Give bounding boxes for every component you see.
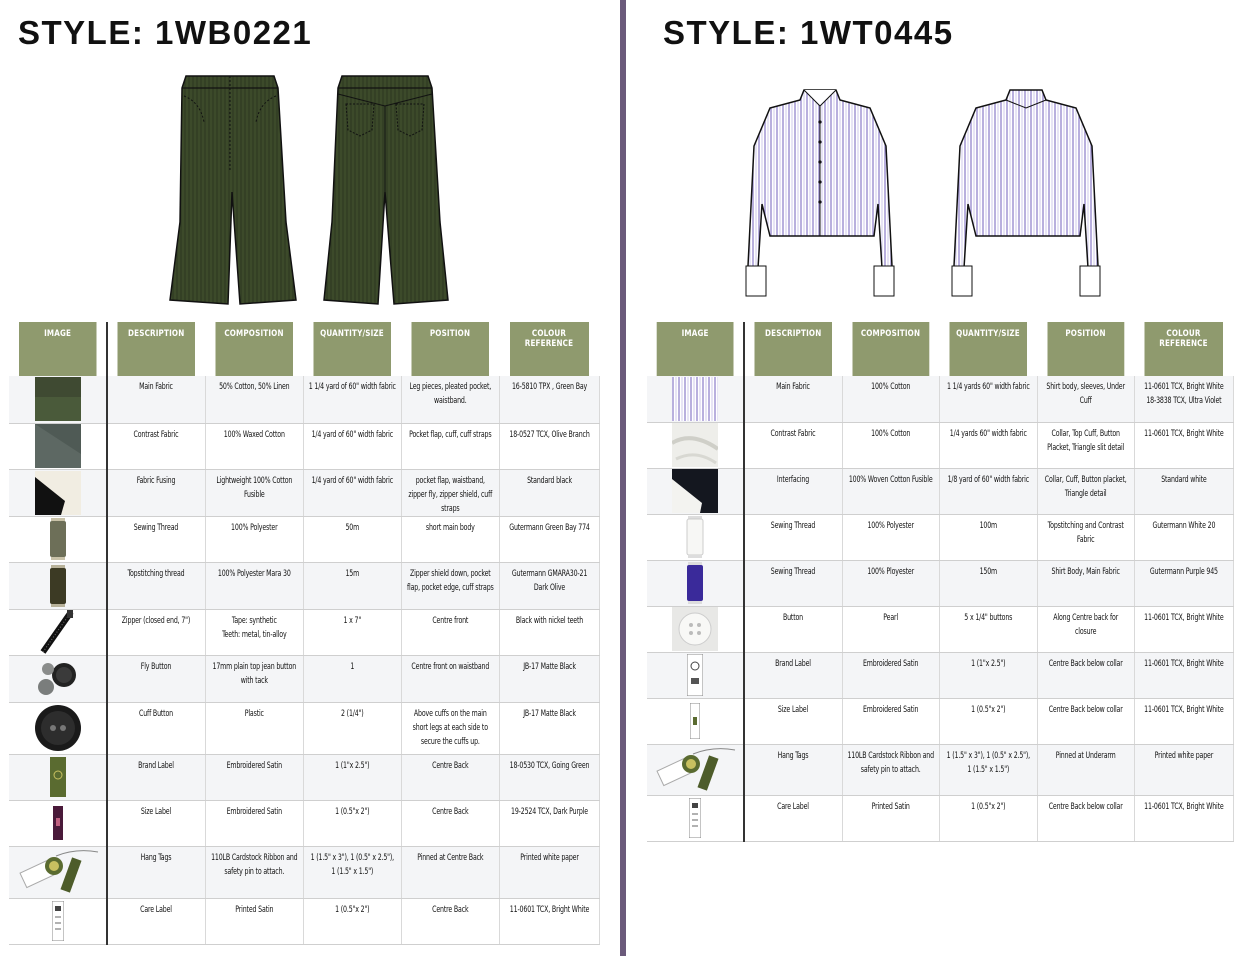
- cell-colour: Standard white: [1160, 474, 1207, 485]
- cell-position: short main body: [425, 522, 475, 533]
- header-quantity-size: QUANTITY/SIZE: [949, 322, 1027, 376]
- cell-colour: 18-0530 TCX, Going Green: [509, 760, 589, 771]
- header-position: POSITION: [411, 322, 489, 376]
- cell-position: Pocket flap, cuff, cuff straps: [408, 429, 492, 440]
- cell-description: Cuff Button: [139, 708, 174, 719]
- table-row: [9, 469, 599, 516]
- table-row: [647, 376, 1233, 422]
- cell-description: Size Label: [778, 704, 809, 715]
- cell-colour: Printed white paper: [1154, 750, 1213, 761]
- table-row: [647, 560, 1233, 606]
- table-row: [9, 376, 599, 423]
- cell-position: Centre Back: [431, 760, 469, 771]
- cell-composition: 110LB Cardstock Ribbon and safety pin to attach.: [847, 750, 934, 775]
- cell-position: Above cuffs on the main short legs at each side to secure the cuffs up.: [412, 708, 488, 747]
- cell-composition: 50% Cotton, 50% Linen: [218, 382, 290, 392]
- cell-quantity: 1 (1.5" x 3"), 1 (0.5" x 2.5"), 1 (1.5" x 1.5"): [946, 750, 1030, 775]
- pearl-button-image: [672, 607, 718, 651]
- cell-quantity: 1 (1.5" x 3"), 1 (0.5" x 2.5"), 1 (1.5" x 1.5"): [310, 852, 394, 877]
- cell-quantity: 1 1/4 yards 60" width fabric: [946, 382, 1030, 392]
- cell-position: Centre Back: [431, 806, 469, 817]
- header-colour-reference: COLOUR REFERENCE: [1144, 322, 1223, 376]
- table-row: [9, 702, 599, 754]
- style-panel-1wt0445: [626, 0, 1246, 956]
- cell-position: Pinned at Centre Back: [416, 852, 484, 863]
- cell-quantity: 1 (1"x 2.5"): [334, 760, 370, 771]
- table-row: [647, 744, 1233, 795]
- cell-description: Contrast Fabric: [770, 428, 816, 439]
- cell-description: Hang Tags: [777, 750, 809, 761]
- cell-quantity: 1: [350, 661, 354, 672]
- table-row: [9, 800, 599, 846]
- cell-description: Main Fabric: [776, 382, 811, 392]
- style-panel-1wb0221: [0, 0, 620, 956]
- pants-back-sketch: [318, 72, 452, 308]
- black-fusing-swatch: [35, 471, 81, 515]
- cell-colour: 11-0601 TCX, Bright White: [1143, 658, 1224, 669]
- cell-position: Collar, Top Cuff, Button Placket, Triangle slit detail: [1046, 428, 1125, 453]
- cell-position: pocket flap, waistband, zipper fly, zipper shield, cuff straps: [408, 475, 492, 514]
- table-row: [9, 898, 599, 944]
- interfacing-swatch: [672, 469, 718, 513]
- table-row: [647, 422, 1233, 468]
- cell-colour: Standard black: [526, 475, 572, 486]
- cell-position: Centre front on waistband: [411, 661, 489, 672]
- white-brand-label: [687, 654, 703, 696]
- cell-composition: 100% Cotton: [870, 382, 911, 392]
- table-row: [647, 468, 1233, 514]
- cell-quantity: 1 (0.5"x 2"): [970, 801, 1006, 812]
- cell-quantity: 1 1/4 yard of 60" width fabric: [308, 382, 396, 392]
- cell-quantity: 100m: [979, 520, 997, 531]
- cell-colour: Black with nickel teeth: [515, 615, 583, 626]
- cell-quantity: 1/4 yards 60" width fabric: [949, 428, 1027, 439]
- cell-colour: Printed white paper: [519, 852, 579, 863]
- cell-composition: 100% Polyester Mara 30: [217, 568, 291, 579]
- cell-colour: 19-2524 TCX, Dark Purple: [510, 806, 588, 817]
- header-composition: COMPOSITION: [215, 322, 293, 376]
- cell-colour: JB-17 Matte Black: [522, 708, 576, 719]
- cell-colour: 11-0601 TCX, Bright White: [509, 904, 589, 915]
- cell-position: Along Centre back for closure: [1053, 612, 1118, 637]
- cell-colour: Gutermann GMARA30-21 Dark Olive: [511, 568, 587, 593]
- cell-position: Shirt Body, Main Fabric: [1051, 566, 1120, 577]
- cell-position: Pinned at Underarm: [1055, 750, 1116, 761]
- white-silk-swatch: [672, 423, 718, 467]
- white-size-label: [690, 703, 700, 739]
- cell-composition: 17mm plain top jean button with tack: [212, 661, 296, 686]
- cell-colour: JB-17 Matte Black: [522, 661, 576, 672]
- hang-tag-image: [16, 848, 100, 896]
- cell-position: Centre front: [432, 615, 468, 626]
- table-row: [647, 795, 1233, 841]
- cell-composition: 100% Polyester: [230, 522, 278, 533]
- cell-colour: 11-0601 TCX, Bright White: [1143, 428, 1224, 439]
- cell-description: Contrast Fabric: [133, 429, 179, 440]
- header-image: IMAGE: [19, 322, 97, 376]
- purple-stripe-swatch: [672, 377, 718, 421]
- header-composition: COMPOSITION: [852, 322, 930, 376]
- cell-quantity: 1 x 7": [343, 615, 361, 626]
- cell-colour: 11-0601 TCX, Bright White: [1143, 704, 1224, 715]
- cell-position: Topstitching and Contrast Fabric: [1047, 520, 1124, 545]
- cell-description: Size Label: [141, 806, 172, 817]
- cell-position: Centre Back: [431, 904, 469, 915]
- cell-colour: 11-0601 TCX, Bright White 18-3838 TCX, Ultra Violet: [1143, 382, 1224, 406]
- bom-table: [9, 322, 600, 945]
- cell-position: Centre Back below collar: [1048, 801, 1123, 812]
- cell-quantity: 2 (1/4"): [340, 708, 364, 719]
- style-title: STYLE: 1WB0221: [18, 14, 313, 51]
- cell-description: Brand Label: [775, 658, 812, 669]
- cell-position: Leg pieces, pleated pocket, waistband.: [409, 382, 491, 406]
- jean-button-image: [34, 657, 82, 701]
- table-row: [9, 423, 599, 469]
- cell-description: Brand Label: [138, 760, 175, 771]
- cell-quantity: 1/4 yard of 60" width fabric: [311, 475, 393, 486]
- header-quantity-size: QUANTITY/SIZE: [313, 322, 391, 376]
- zipper-image: [35, 610, 81, 654]
- care-label-image: [689, 798, 701, 838]
- cell-description: Fabric Fusing: [136, 475, 176, 486]
- grey-green-fabric-swatch: [35, 424, 81, 468]
- cell-description: Topstitching thread: [127, 568, 185, 579]
- cell-composition: 100% Cotton: [870, 428, 911, 439]
- cell-colour: 11-0601 TCX, Bright White: [1143, 801, 1224, 812]
- header-description: DESCRIPTION: [117, 322, 195, 376]
- cell-quantity: 50m: [345, 522, 359, 533]
- cell-quantity: 1/8 yard of 60" width fabric: [947, 474, 1029, 485]
- cell-quantity: 1 (0.5"x 2"): [334, 904, 370, 915]
- shirt-front-sketch: [740, 86, 900, 302]
- cell-quantity: 1 (0.5"x 2"): [970, 704, 1006, 715]
- table-row: [9, 655, 599, 702]
- cell-description: Hang Tags: [140, 852, 172, 863]
- table-row: [647, 698, 1233, 744]
- cell-composition: Embroidered Satin: [226, 806, 282, 817]
- cell-quantity: 1/4 yard of 60" width fabric: [311, 429, 393, 440]
- shirt-back-sketch: [946, 86, 1106, 302]
- cell-quantity: 5 x 1/4" buttons: [964, 612, 1012, 623]
- cell-description: Interfacing: [777, 474, 810, 485]
- table-row: [647, 652, 1233, 698]
- cell-description: Main Fabric: [139, 382, 174, 392]
- cell-description: Sewing Thread: [771, 520, 816, 531]
- cell-description: Zipper (closed end, 7"): [122, 615, 191, 626]
- cell-description: Care Label: [140, 904, 173, 915]
- table-row: [9, 846, 599, 898]
- cell-colour: 16-5810 TPX , Green Bay: [511, 382, 587, 392]
- purple-size-label: [53, 806, 63, 840]
- cell-description: Fly Button: [141, 661, 172, 672]
- header-colour-reference: COLOUR REFERENCE: [509, 322, 589, 376]
- cell-position: Centre Back below collar: [1048, 704, 1123, 715]
- table-row: [9, 562, 599, 609]
- cell-composition: 100% Woven Cotton Fusible: [848, 474, 933, 485]
- table-header-row: [9, 322, 599, 376]
- table-row: [647, 606, 1233, 652]
- cell-description: Care Label: [777, 801, 810, 812]
- table-row: [9, 609, 599, 655]
- cell-quantity: 1 (0.5"x 2"): [334, 806, 370, 817]
- cell-composition: Lightweight 100% Cotton Fusible: [216, 475, 292, 500]
- cell-position: Centre Back below collar: [1048, 658, 1123, 669]
- white-thread-spool: [685, 516, 705, 558]
- cell-colour: 11-0601 TCX, Bright White: [1143, 612, 1224, 623]
- cell-colour: Gutermann Green Bay 774: [508, 522, 590, 533]
- cell-colour: Gutermann White 20: [1152, 520, 1215, 531]
- table-row: [647, 514, 1233, 560]
- purple-thread-spool: [685, 562, 705, 604]
- green-thread-spool: [48, 518, 68, 560]
- cell-composition: Printed Satin: [234, 904, 274, 915]
- cell-composition: Plastic: [244, 708, 264, 719]
- header-image: IMAGE: [657, 322, 735, 376]
- olive-thread-spool: [48, 565, 68, 607]
- cell-quantity: 1 (1"x 2.5"): [970, 658, 1006, 669]
- bom-table: [647, 322, 1234, 842]
- cell-composition: 100% Polyester: [867, 520, 914, 531]
- cell-composition: Embroidered Satin: [862, 658, 919, 669]
- green-brand-label: [50, 757, 66, 797]
- cell-position: Zipper shield down, pocket flap, pocket edge, cuff straps: [406, 568, 494, 593]
- cell-composition: 110LB Cardstock Ribbon and safety pin to attach.: [210, 852, 298, 877]
- cell-composition: Tape: synthetic Teeth: metal, tin-alloy: [221, 615, 287, 640]
- cell-position: Shirt body, sleeves, Under Cuff: [1046, 382, 1125, 406]
- table-row: [9, 754, 599, 800]
- style-title: STYLE: 1WT0445: [663, 14, 954, 51]
- cell-composition: Embroidered Satin: [862, 704, 919, 715]
- cell-description: Sewing Thread: [134, 522, 179, 533]
- cell-quantity: 15m: [345, 568, 359, 579]
- table-row: [9, 516, 599, 562]
- black-button-image: [34, 704, 82, 752]
- cell-composition: 100% Waxed Cotton: [223, 429, 285, 440]
- cell-description: Button: [783, 612, 804, 623]
- cell-colour: 18-0527 TCX, Olive Branch: [508, 429, 590, 440]
- cell-composition: Embroidered Satin: [226, 760, 282, 771]
- olive-fabric-swatch: [35, 377, 81, 421]
- table-header-row: [647, 322, 1233, 376]
- header-position: POSITION: [1047, 322, 1125, 376]
- cell-position: Collar, Cuff, Button placket, Triangle detail: [1044, 474, 1127, 499]
- header-description: DESCRIPTION: [754, 322, 832, 376]
- cell-composition: Pearl: [883, 612, 898, 623]
- hang-tag-image: [653, 746, 737, 794]
- care-label-image: [52, 901, 64, 941]
- cell-description: Sewing Thread: [771, 566, 816, 577]
- cell-composition: 100% Ployester: [867, 566, 914, 577]
- cell-colour: Gutermann Purple 945: [1149, 566, 1218, 577]
- cell-quantity: 150m: [979, 566, 997, 577]
- cell-composition: Printed Satin: [871, 801, 910, 812]
- pants-front-sketch: [160, 72, 300, 308]
